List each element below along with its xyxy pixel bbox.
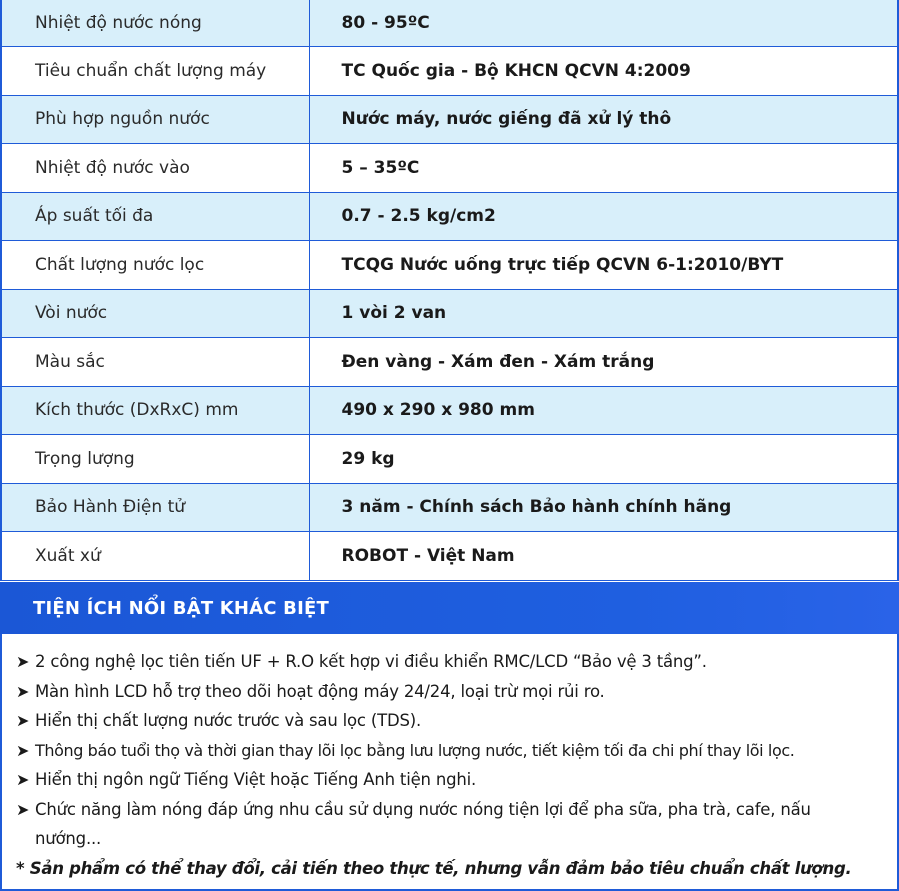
arrow-bullet-icon: ➤ (16, 770, 30, 789)
spec-value: TC Quốc gia - Bộ KHCN QCVN 4:2009 (309, 47, 898, 96)
spec-label: Bảo Hành Điện tử (1, 483, 309, 532)
spec-row (1, 386, 898, 435)
spec-row (1, 47, 898, 96)
spec-row (1, 338, 898, 387)
spec-row (1, 95, 898, 144)
spec-label: Chất lượng nước lọc (1, 241, 309, 290)
feature-text: Chức năng làm nóng đáp ứng nhu cầu sử dụng nước nóng tiện lợi để pha sữa, pha trà, cafe, nấu nướng... (35, 799, 811, 848)
features-section-header (0, 582, 899, 634)
spec-value: ROBOT - Việt Nam (309, 532, 898, 581)
spec-value: 490 x 290 x 980 mm (309, 386, 898, 435)
spec-value: Nước máy, nước giếng đã xử lý thô (309, 95, 898, 144)
spec-row (1, 435, 898, 484)
arrow-bullet-icon: ➤ (16, 681, 30, 701)
spec-row (1, 0, 898, 47)
spec-row (1, 532, 898, 581)
spec-row (1, 241, 898, 290)
feature-text: Thông báo tuổi thọ và thời gian thay lõi lọc bằng lưu lượng nước, tiết kiệm tối đa chi phí thay lõi lọc. (35, 740, 795, 760)
spec-row (1, 192, 898, 241)
spec-label: Trọng lượng (1, 435, 309, 484)
feature-text: 2 công nghệ lọc tiên tiến UF + R.O kết hợp vi điều khiển RMC/LCD “Bảo vệ 3 tầng”. (35, 652, 707, 671)
spec-value: 1 vòi 2 van (309, 289, 898, 338)
spec-label: Áp suất tối đa (1, 192, 309, 241)
feature-item (2, 765, 897, 795)
spec-label: Nhiệt độ nước vào (1, 144, 309, 193)
feature-text: Màn hình LCD hỗ trợ theo dõi hoạt động máy 24/24, loại trừ mọi rủi ro. (35, 681, 605, 701)
spec-label: Vòi nước (1, 289, 309, 338)
spec-label: Tiêu chuẩn chất lượng máy (1, 47, 309, 96)
feature-item (2, 647, 897, 677)
spec-row (1, 144, 898, 193)
arrow-bullet-icon: ➤ (16, 652, 30, 671)
spec-value: 3 năm - Chính sách Bảo hành chính hãng (309, 483, 898, 532)
feature-item (2, 736, 897, 766)
feature-item (2, 677, 897, 707)
arrow-bullet-icon: ➤ (16, 711, 30, 730)
spec-label: Kích thước (DxRxC) mm (1, 386, 309, 435)
spec-value: 5 – 35ºC (309, 144, 898, 193)
feature-item (2, 706, 897, 736)
spec-value: 80 - 95ºC (309, 0, 898, 47)
section-title: TIỆN ÍCH NỔI BẬT KHÁC BIỆT (33, 597, 329, 619)
spec-row (1, 483, 898, 532)
feature-text: Hiển thị chất lượng nước trước và sau lọc (TDS). (35, 711, 422, 730)
arrow-bullet-icon: ➤ (16, 799, 30, 819)
features-list (0, 634, 899, 891)
spec-value: 0.7 - 2.5 kg/cm2 (309, 192, 898, 241)
spec-value: Đen vàng - Xám đen - Xám trắng (309, 338, 898, 387)
spec-label: Nhiệt độ nước nóng (1, 0, 309, 47)
arrow-bullet-icon: ➤ (16, 740, 30, 760)
spec-row (1, 289, 898, 338)
spec-value: TCQG Nước uống trực tiếp QCVN 6-1:2010/BYT (309, 241, 898, 290)
disclaimer-note: * Sản phẩm có thể thay đổi, cải tiến theo thực tế, nhưng vẫn đảm bảo tiêu chuẩn chất lượng. (16, 858, 852, 878)
spec-value: 29 kg (309, 435, 898, 484)
feature-text: Hiển thị ngôn ngữ Tiếng Việt hoặc Tiếng Anh tiện nghi. (35, 770, 477, 789)
feature-item (2, 795, 897, 854)
spec-label: Phù hợp nguồn nước (1, 95, 309, 144)
spec-label: Màu sắc (1, 338, 309, 387)
spec-label: Xuất xứ (1, 532, 309, 581)
